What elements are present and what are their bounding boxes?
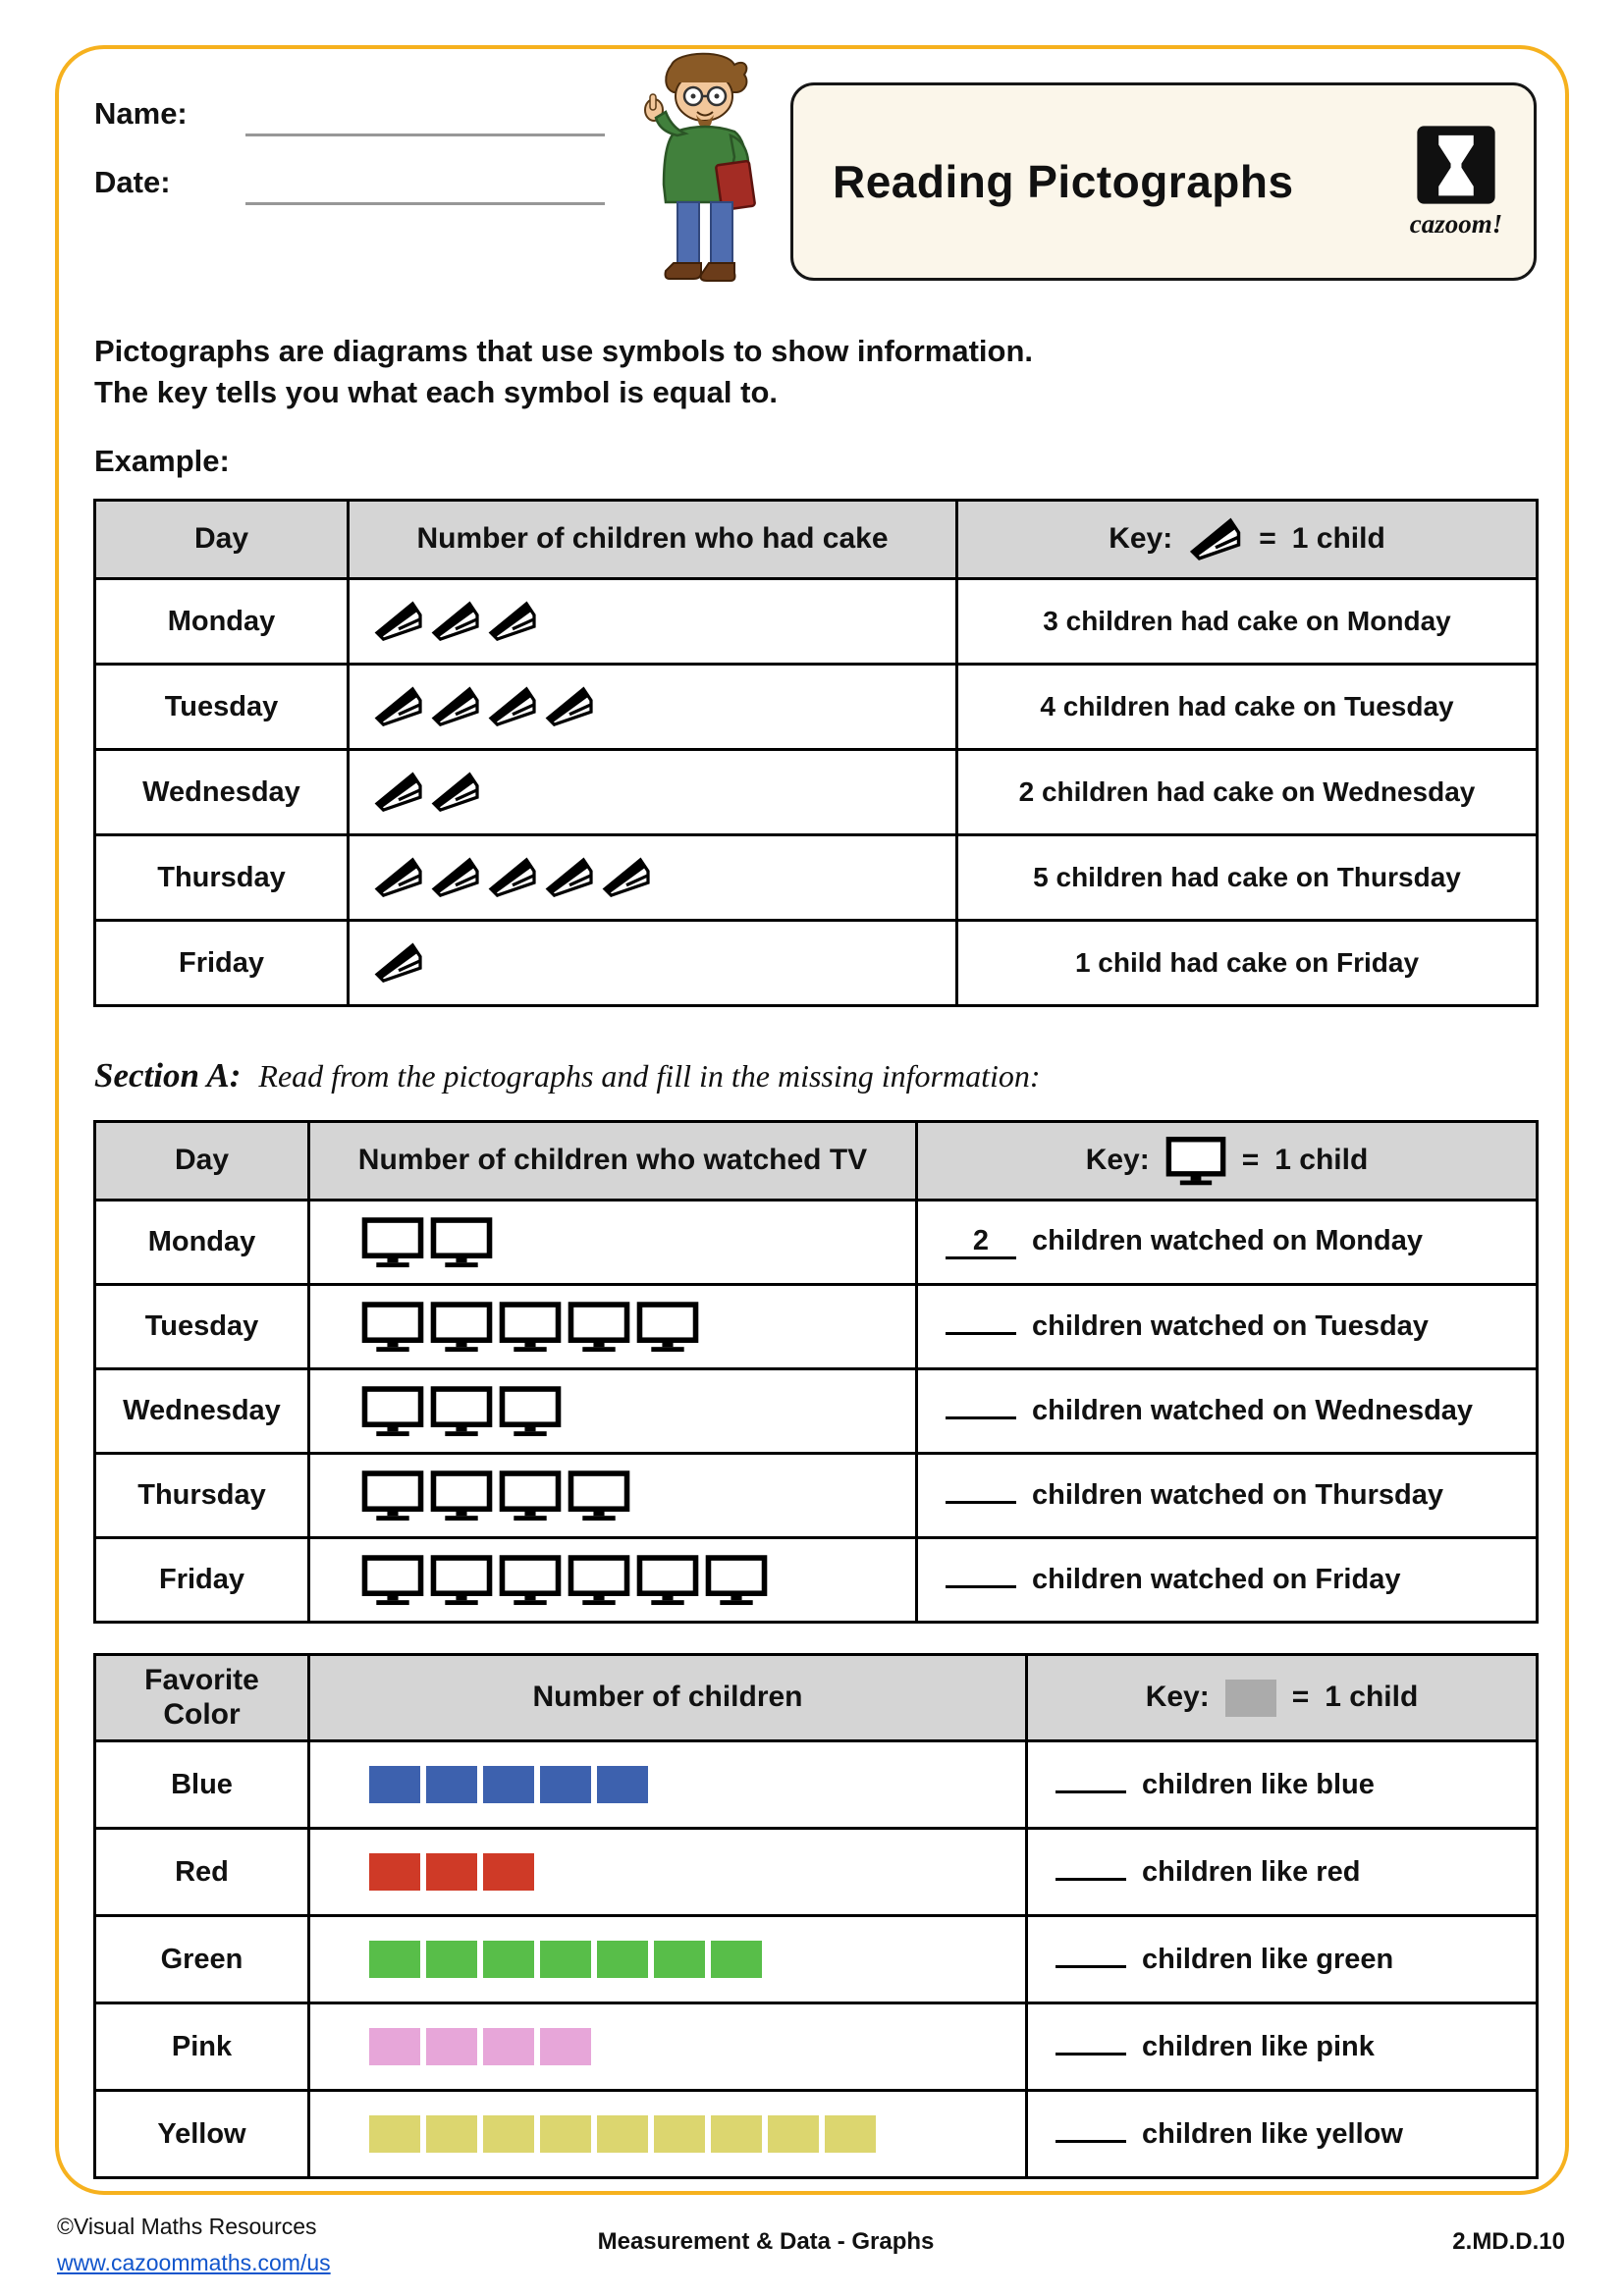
square-icon: [597, 1941, 648, 1978]
color-label: Green: [95, 1916, 309, 2003]
footer-copyright: ©Visual Maths Resources: [57, 2214, 317, 2239]
answer-blank[interactable]: [1056, 1790, 1126, 1793]
answer-text: children like green: [1142, 1943, 1394, 1975]
square-icon: [483, 1941, 534, 1978]
cake-slice-icon: [487, 685, 538, 728]
square-icon: [369, 1941, 420, 1978]
pictograph-cells: [309, 1916, 1027, 2003]
answer-text: 4 children had cake on Tuesday: [957, 665, 1538, 750]
table-row: [95, 1538, 1538, 1623]
cake-slice-icon: [373, 685, 424, 728]
table-row: [95, 665, 1538, 750]
pictures-column-header: Number of children who had cake: [349, 501, 957, 579]
cake-slice-icon: [373, 941, 424, 985]
tv-icon: [636, 1301, 699, 1354]
day-column-header: Day: [95, 1122, 309, 1201]
color-label: Red: [95, 1829, 309, 1916]
table-row: [95, 2091, 1538, 2178]
pictograph-cells: [349, 921, 957, 1006]
answer-text: children like blue: [1142, 1768, 1375, 1800]
square-icon: [426, 1853, 477, 1891]
pictograph-cells: [309, 1829, 1027, 1916]
square-icon: [1225, 1680, 1276, 1717]
tv-icon: [499, 1301, 562, 1354]
name-label: Name:: [94, 96, 188, 131]
day-label: Friday: [95, 921, 349, 1006]
answer-cell: [1027, 1741, 1538, 1829]
answer-blank[interactable]: [1056, 2140, 1126, 2143]
day-label: Monday: [95, 579, 349, 665]
pictograph-cells: [309, 1538, 917, 1623]
square-icon: [426, 2115, 477, 2153]
date-line[interactable]: [245, 202, 605, 205]
day-label: Friday: [95, 1538, 309, 1623]
pictograph-cells: [309, 1369, 917, 1454]
answer-cell: [917, 1538, 1538, 1623]
color-label: Pink: [95, 2003, 309, 2091]
tv-icon: [430, 1554, 493, 1607]
answer-text: 2 children had cake on Wednesday: [957, 750, 1538, 835]
day-column-header: Day: [95, 501, 349, 579]
square-icon: [540, 1941, 591, 1978]
tv-icon: [430, 1216, 493, 1269]
table-row: [95, 1285, 1538, 1369]
answer-text: children watched on Friday: [1032, 1564, 1401, 1595]
cake-slice-icon: [373, 856, 424, 899]
title-box: [790, 82, 1537, 281]
color-column-header: Favorite Color: [95, 1655, 309, 1741]
square-icon: [426, 2028, 477, 2065]
pictograph-cells: [309, 2003, 1027, 2091]
answer-cell: [917, 1454, 1538, 1538]
section-a-instructions: Read from the pictographs and fill in the missing information:: [258, 1058, 1041, 1094]
key-equals: =: [1291, 1681, 1310, 1714]
example-label: Example:: [94, 444, 230, 478]
tv-icon: [568, 1301, 630, 1354]
key-unit: 1 child: [1291, 522, 1385, 556]
square-icon: [597, 2115, 648, 2153]
key-column-header: [917, 1122, 1538, 1201]
square-icon: [483, 2115, 534, 2153]
answer-blank[interactable]: [1056, 1965, 1126, 1968]
intro-line-2: The key tells you what each symbol is equal to.: [94, 375, 778, 409]
example-pictograph-table: [93, 499, 1539, 1007]
table-row: [95, 1454, 1538, 1538]
tv-icon: [499, 1385, 562, 1438]
table-row: [95, 750, 1538, 835]
tv-icon: [430, 1301, 493, 1354]
teacher-illustration: [621, 45, 778, 293]
answer-cell: [917, 1285, 1538, 1369]
pictograph-cells: [349, 750, 957, 835]
pictograph-cells: [309, 1454, 917, 1538]
pictograph-cells: [309, 2091, 1027, 2178]
tv-icon: [361, 1554, 424, 1607]
square-icon: [711, 1941, 762, 1978]
cake-slice-icon: [544, 856, 595, 899]
intro-line-1: Pictographs are diagrams that use symbols to show information.: [94, 334, 1034, 368]
answer-cell: [1027, 1829, 1538, 1916]
tv-icon: [361, 1385, 424, 1438]
footer-url-link[interactable]: www.cazoommaths.com/us: [57, 2249, 331, 2275]
key-column-header: [1027, 1655, 1538, 1741]
cake-slice-icon: [430, 771, 481, 814]
answer-blank[interactable]: [946, 1332, 1016, 1335]
pictograph-cells: [349, 665, 957, 750]
key-label: Key:: [1085, 1144, 1150, 1177]
square-icon: [483, 1853, 534, 1891]
tv-icon: [499, 1469, 562, 1522]
answer-cell: [1027, 2091, 1538, 2178]
square-icon: [426, 1766, 477, 1803]
answer-text: children watched on Tuesday: [1032, 1310, 1429, 1342]
key-label: Key:: [1145, 1681, 1210, 1714]
tv-icon: [361, 1301, 424, 1354]
square-icon: [483, 1766, 534, 1803]
footer-center-text: Measurement & Data - Graphs: [597, 2228, 935, 2255]
tv-icon: [568, 1469, 630, 1522]
square-icon: [711, 2115, 762, 2153]
answer-text: children watched on Thursday: [1032, 1479, 1443, 1511]
day-label: Thursday: [95, 1454, 309, 1538]
table-row: [95, 2003, 1538, 2091]
day-label: Thursday: [95, 835, 349, 921]
cake-slice-icon: [487, 856, 538, 899]
color-label: Yellow: [95, 2091, 309, 2178]
square-icon: [540, 2028, 591, 2065]
square-icon: [654, 1941, 705, 1978]
answer-blank[interactable]: [1056, 1878, 1126, 1881]
answer-text: children like red: [1142, 1855, 1361, 1888]
table-row: [95, 579, 1538, 665]
answer-text: children like yellow: [1142, 2117, 1403, 2150]
color-label: Blue: [95, 1741, 309, 1829]
tv-pictograph-table: [93, 1120, 1539, 1624]
square-icon: [369, 1766, 420, 1803]
name-line[interactable]: [245, 133, 605, 136]
pictures-column-header: Number of children: [309, 1655, 1027, 1741]
answer-text: children like pink: [1142, 2030, 1375, 2062]
square-icon: [825, 2115, 876, 2153]
table-row: [95, 1916, 1538, 2003]
answer-blank[interactable]: [946, 1501, 1016, 1504]
cake-slice-icon: [1188, 516, 1243, 562]
cake-slice-icon: [601, 856, 652, 899]
square-icon: [654, 2115, 705, 2153]
cake-slice-icon: [430, 600, 481, 643]
answer-text: 3 children had cake on Monday: [957, 579, 1538, 665]
key-label: Key:: [1109, 522, 1173, 556]
table-row: [95, 1829, 1538, 1916]
cake-slice-icon: [487, 600, 538, 643]
tv-icon: [430, 1469, 493, 1522]
table-row: [95, 835, 1538, 921]
table-row: [95, 921, 1538, 1006]
answer-text: 1 child had cake on Friday: [957, 921, 1538, 1006]
tv-icon: [361, 1216, 424, 1269]
answer-cell: [1027, 2003, 1538, 2091]
day-label: Wednesday: [95, 750, 349, 835]
day-label: Tuesday: [95, 1285, 309, 1369]
page-title: Reading Pictographs: [833, 156, 1294, 207]
pictograph-cells: [349, 579, 957, 665]
square-icon: [768, 2115, 819, 2153]
answer-blank[interactable]: [1056, 2053, 1126, 2056]
date-label: Date:: [94, 165, 171, 199]
cake-slice-icon: [430, 685, 481, 728]
cake-slice-icon: [430, 856, 481, 899]
tv-icon: [705, 1554, 768, 1607]
day-label: Wednesday: [95, 1369, 309, 1454]
footer-standard-code: 2.MD.D.10: [1452, 2228, 1565, 2255]
key-equals: =: [1259, 522, 1276, 556]
pictograph-cells: [309, 1741, 1027, 1829]
answer-text: children watched on Wednesday: [1032, 1395, 1474, 1426]
square-icon: [540, 1766, 591, 1803]
key-unit: 1 child: [1274, 1144, 1369, 1177]
pictograph-cells: [309, 1201, 917, 1285]
pictograph-cells: [309, 1285, 917, 1369]
answer-cell: [917, 1369, 1538, 1454]
logo-text: cazoom!: [1409, 208, 1503, 239]
pictures-column-header: Number of children who watched TV: [309, 1122, 917, 1201]
answer-blank[interactable]: 2: [946, 1226, 1016, 1258]
answer-cell: [1027, 1916, 1538, 2003]
day-label: Monday: [95, 1201, 309, 1285]
square-icon: [426, 1941, 477, 1978]
square-icon: [597, 1766, 648, 1803]
answer-text: children watched on Monday: [1032, 1225, 1423, 1257]
day-label: Tuesday: [95, 665, 349, 750]
answer-blank[interactable]: [946, 1585, 1016, 1588]
cake-slice-icon: [373, 600, 424, 643]
answer-text: 5 children had cake on Thursday: [957, 835, 1538, 921]
key-unit: 1 child: [1325, 1681, 1419, 1714]
square-icon: [369, 2115, 420, 2153]
tv-icon: [361, 1469, 424, 1522]
cake-slice-icon: [544, 685, 595, 728]
square-icon: [369, 2028, 420, 2065]
table-row: [95, 1369, 1538, 1454]
key-column-header: [957, 501, 1538, 579]
tv-icon: [636, 1554, 699, 1607]
key-equals: =: [1241, 1144, 1260, 1177]
answer-blank[interactable]: [946, 1416, 1016, 1419]
tv-icon: [568, 1554, 630, 1607]
logo-glass-icon: [1416, 125, 1496, 205]
square-icon: [540, 2115, 591, 2153]
square-icon: [369, 1853, 420, 1891]
tv-icon: [430, 1385, 493, 1438]
pictograph-cells: [349, 835, 957, 921]
square-icon: [483, 2028, 534, 2065]
table-row: [95, 1201, 1538, 1285]
tv-icon: [1165, 1136, 1226, 1187]
cazoom-logo: [1402, 125, 1510, 240]
section-a-heading: [94, 1056, 1041, 1095]
section-a-label: Section A:: [94, 1056, 242, 1095]
answer-cell: [917, 1201, 1538, 1285]
table-row: [95, 1741, 1538, 1829]
tv-icon: [499, 1554, 562, 1607]
cake-slice-icon: [373, 771, 424, 814]
color-pictograph-table: [93, 1653, 1539, 2179]
